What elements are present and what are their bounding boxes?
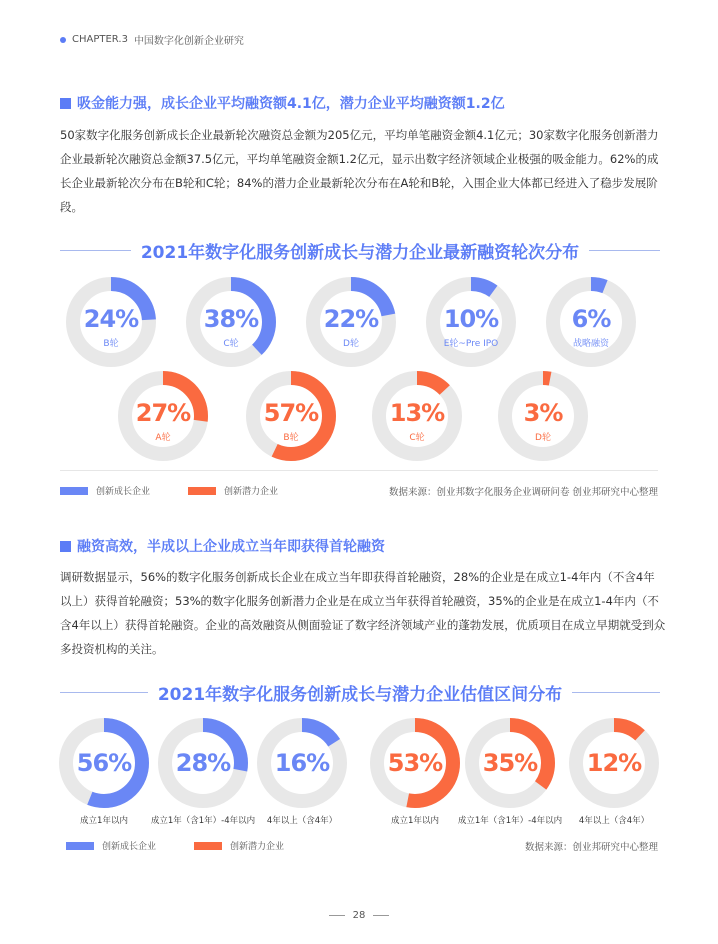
chapter-header bbox=[60, 32, 244, 47]
growth-round-0-donut bbox=[66, 277, 156, 367]
legend-label-growth: 创新成长企业 bbox=[96, 487, 151, 497]
potential-round-1-donut bbox=[246, 371, 336, 461]
legend-swatch-potential bbox=[194, 842, 222, 850]
chart2-title-row bbox=[60, 680, 660, 705]
chapter-subtitle: 中国数字化创新企业研究 bbox=[133, 36, 244, 47]
potential-round-0-percent-label: 27% bbox=[135, 399, 191, 427]
growth-round-3-category-label: E轮~Pre IPO bbox=[443, 339, 499, 349]
growth-valuation-0-caption: 成立1年以内 bbox=[80, 816, 128, 826]
growth-round-2-percent-label: 22% bbox=[323, 305, 379, 333]
legend-label-potential: 创新潜力企业 bbox=[224, 487, 279, 497]
growth-round-4-donut bbox=[546, 277, 636, 367]
potential-valuation-2-donut bbox=[569, 718, 659, 808]
potential-round-1-percent-label: 57% bbox=[263, 399, 319, 427]
growth-round-1-category-label: C轮 bbox=[223, 339, 239, 349]
growth-valuation-1-donut bbox=[158, 718, 248, 808]
square-bullet-icon bbox=[60, 541, 71, 552]
chart1-title-right-line bbox=[589, 250, 660, 251]
chart1-source: 数据来源：创业邦数字化服务企业调研问卷 创业邦研究中心整理 bbox=[388, 487, 658, 498]
potential-valuation-1-percent-label: 35% bbox=[482, 749, 538, 777]
page-number-right-line bbox=[373, 915, 389, 916]
growth-round-0-percent-label: 24% bbox=[83, 305, 139, 333]
growth-round-0-category-label: B轮 bbox=[103, 339, 119, 349]
chapter-label: CHAPTER.3 bbox=[72, 34, 128, 45]
potential-round-2-percent-label: 13% bbox=[389, 399, 445, 427]
growth-valuation-1-percent-label: 28% bbox=[175, 749, 231, 777]
section1-paragraph: 50家数字化服务创新成长企业最新轮次融资总金额为205亿元，平均单笔融资金额4.1亿元；30家数字化服务创新潜力企业最新轮次融资总金额37.5亿元，平均单笔融资金额1.2亿元，显示出数字经济领域企业极强的吸金能力。62%的成长企业最新轮次分布在B轮和C轮；84%的潜力企业最新轮次分布在A轮和B轮，入围企业大体都已经进入了稳步发展阶段。 bbox=[60, 128, 659, 214]
chart2-source: 数据来源：创业邦研究中心整理 bbox=[524, 842, 658, 853]
chart2-title: 2021年数字化服务创新成长与潜力企业估值区间分布 bbox=[157, 685, 563, 705]
potential-valuation-1-caption: 成立1年（含1年）-4年以内 bbox=[457, 816, 563, 826]
growth-round-2-category-label: D轮 bbox=[343, 339, 359, 349]
growth-valuation-2-donut bbox=[257, 718, 347, 808]
chart2-title-left-line bbox=[60, 692, 148, 693]
growth-round-2-donut bbox=[306, 277, 396, 367]
potential-round-2-donut bbox=[372, 371, 462, 461]
chart1-title: 2021年数字化服务创新成长与潜力企业最新融资轮次分布 bbox=[140, 243, 580, 263]
chart2-title-right-line bbox=[572, 692, 660, 693]
page-number bbox=[0, 910, 718, 921]
legend-swatch-potential bbox=[188, 487, 216, 495]
bullet-dot-icon bbox=[60, 37, 66, 43]
page-number-left-line bbox=[329, 915, 345, 916]
section1-title-text: 吸金能力强，成长企业平均融资额4.1亿，潜力企业平均融资额1.2亿 bbox=[77, 96, 505, 112]
page-number-text: 28 bbox=[352, 910, 366, 921]
growth-round-1-donut bbox=[186, 277, 276, 367]
section2-title-text: 融资高效，半成以上企业成立当年即获得首轮融资 bbox=[77, 539, 385, 555]
potential-valuation-0-caption: 成立1年以内 bbox=[391, 816, 439, 826]
growth-valuation-2-caption: 4年以上（含4年） bbox=[266, 816, 338, 826]
potential-valuation-0-donut bbox=[370, 718, 460, 808]
growth-valuation-0-percent-label: 56% bbox=[76, 749, 132, 777]
potential-round-3-donut bbox=[498, 371, 588, 461]
growth-valuation-0-donut bbox=[59, 718, 149, 808]
potential-round-0-donut bbox=[118, 371, 208, 461]
growth-valuation-2-percent-label: 16% bbox=[274, 749, 330, 777]
potential-valuation-2-percent-label: 12% bbox=[586, 749, 642, 777]
potential-round-1-category-label: B轮 bbox=[283, 433, 299, 443]
potential-valuation-2-caption: 4年以上（含4年） bbox=[578, 816, 650, 826]
potential-valuation-1-donut bbox=[465, 718, 555, 808]
legend-swatch-growth bbox=[60, 487, 88, 495]
chart1-title-row bbox=[60, 238, 660, 263]
growth-round-3-percent-label: 10% bbox=[443, 305, 499, 333]
growth-round-3-donut bbox=[426, 277, 516, 367]
growth-round-1-percent-label: 38% bbox=[203, 305, 259, 333]
potential-round-2-category-label: C轮 bbox=[409, 433, 425, 443]
chart2-legend bbox=[66, 839, 284, 852]
potential-round-0-category-label: A轮 bbox=[155, 433, 171, 443]
potential-round-3-category-label: D轮 bbox=[535, 433, 551, 443]
growth-valuation-1-caption: 成立1年（含1年）-4年以内 bbox=[150, 816, 256, 826]
chart1-title-left-line bbox=[60, 250, 131, 251]
section2-title bbox=[60, 536, 385, 556]
section1-title bbox=[60, 93, 505, 113]
legend-swatch-growth bbox=[66, 842, 94, 850]
growth-round-4-category-label: 战略融资 bbox=[572, 339, 609, 349]
potential-round-3-percent-label: 3% bbox=[523, 399, 563, 427]
section2-paragraph: 调研数据显示，56%的数字化服务创新成长企业在成立当年即获得首轮融资，28%的企业是在成立1-4年内（不含4年以上）获得首轮融资；53%的数字化服务创新潜力企业是在成立当年获得首轮融资，35%的企业是在成立1-4年内（不含4年以上）获得首轮融资。企业的高效融资从侧面验证了数字经济领域产业的蓬勃发展，优质项目在成立早期就受到众多投资机构的关注。 bbox=[60, 570, 666, 656]
growth-round-4-percent-label: 6% bbox=[571, 305, 611, 333]
legend-label-growth: 创新成长企业 bbox=[102, 842, 157, 852]
legend-label-potential: 创新潜力企业 bbox=[230, 842, 285, 852]
chart1-legend bbox=[60, 484, 278, 497]
chart1-divider bbox=[60, 470, 658, 471]
potential-valuation-0-percent-label: 53% bbox=[387, 749, 443, 777]
square-bullet-icon bbox=[60, 98, 71, 109]
